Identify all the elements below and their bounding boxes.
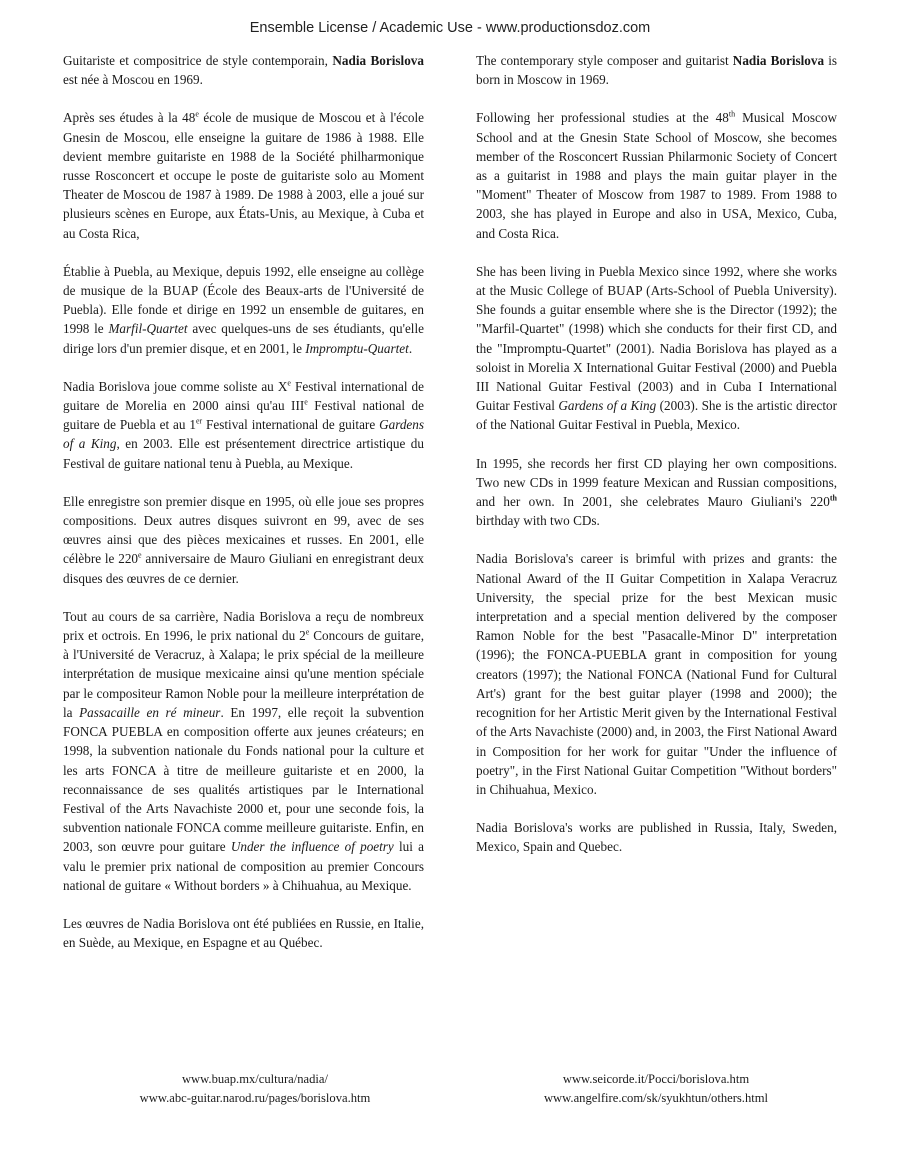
fr-p6-sup: e [305,627,310,637]
fr-p3-italic-1: Marfil-Quartet [108,321,188,337]
fr-p4-text: Nadia Borislova joue comme soliste au X [63,378,288,394]
en-p4-text-end: birthday with two CDs. [476,513,600,529]
link-buap[interactable]: www.buap.mx/cultura/nadia/ [181,1072,329,1086]
french-column [63,51,424,971]
link-angelfire[interactable]: www.angelfire.com/sk/syukhtun/others.html [543,1091,769,1105]
fr-p3-italic-2: Impromptu-Quartet [305,340,409,356]
fr-p6-text-end: lui a valu le premier prix national de composition au premier Concours national de guitare « Without borders » à Chihuahua, au Mexique. [63,839,425,893]
fr-p3-text: Établie à Puebla, au Mexique, depuis 1992, elle enseigne au collège de musique de la BUAP (École des Beaux-arts de l'Université de Puebla). Elle fonde et dirige en 1992 un ensemble de guitares, en 1998 le [63,263,424,337]
en-p4-sup: th [829,493,837,503]
fr-p5-text: Elle enregistre son premier disque en 1995, où elle joue ses propres compositions. Deux autres disques suivront en 99, avec de ses œuvres ainsi que des pièces mexicaines et russes. En 2001, elle célèbre le 220 [63,493,424,567]
fr-paragraph-1 [63,51,424,89]
en-p1-name: Nadia Borislova [732,53,825,68]
en-p2-sup: th [728,110,736,120]
fr-p4-italic: Gardens of a King [63,417,425,452]
en-paragraph-1 [476,51,837,89]
fr-p1-text-end: est née à Moscou en 1969. [63,72,203,88]
fr-p1-name: Nadia Borislova [332,53,424,68]
english-column [476,51,837,876]
en-p3-italic: Gardens of a King [558,398,657,414]
fr-paragraph-2 [63,108,424,242]
en-paragraph-3 [476,262,837,435]
link-seicorde[interactable]: www.seicorde.it/Pocci/borislova.htm [562,1072,750,1086]
fr-p6-text: Tout au cours de sa carrière, Nadia Borislova a reçu de nombreux prix et octrois. En 1996, le prix national du 2 [63,608,424,644]
fr-p4-text-end: , en 2003. Elle est présentement directrice artistique du Festival de guitare national tenu à Puebla, au Mexique. [63,436,424,471]
fr-paragraph-5 [63,492,424,588]
fr-paragraph-3 [63,262,424,358]
en-p4-text: In 1995, she records her first CD playing her own compositions. Two new CDs in 1999 feature Mexican and Russian compositions, and her own. In 2001, she celebrates Mauro Giuliani's 220 [476,455,837,510]
en-paragraph-6: Nadia Borislova's works are published in Russia, Italy, Sweden, Mexico, Spain and Quebec. [476,820,837,855]
fr-p2-text-end: école de musique de Moscou et à l'école Gnesin de Moscou, elle enseigne la guitare de 1986 à 1988. Elle devient membre guitariste en 1988 de la Société philharmonique russe Rosconcert et occupe le poste de guitariste solo au Moment Theater de Moscou de 1987 à 1989. De 1988 à 2003, elle a joué sur plusieurs scènes en Europe, aux États-Unis, au Mexique, à Cuba et au Costa Rica, [63,110,424,241]
french-links [40,1070,470,1108]
en-paragraph-2 [476,108,837,242]
fr-p4-text-c: Festival national de guitare de Puebla et au 1 [63,398,424,433]
fr-p6-italic-1: Passacaille en ré mineur [79,704,221,720]
en-p2-text-end: Musical Moscow School and at the Gnesin State School of Moscow, she becomes member of the Rosconcert Russian Philarmonic Society of Concert as a guitarist in 1988 and plays the main guitar player in the "Moment" Theater of Moscow from 1987 to 1989. From 1988 to 2003, she has played in Europe and also in USA, Mexico, Cuba, and Costa Rica. [476,110,837,241]
fr-paragraph-4 [63,377,424,473]
fr-p5-sup: e [138,551,142,561]
fr-p4-sup-1: e [287,378,291,388]
fr-p3-text-end: . [408,340,413,356]
en-p1-text-end: is born in Moscow in 1969. [476,53,837,88]
fr-paragraph-6 [63,607,424,895]
en-p1-text: The contemporary style composer and guitarist [476,53,733,68]
fr-paragraph-7: Les œuvres de Nadia Borislova ont été publiées en Russie, en Italie, en Suède, au Mexique, en Espagne et au Québec. [63,915,424,951]
en-paragraph-4 [476,454,837,531]
en-p3-text-end: (2003). She is the artistic director of the National Guitar Festival in Puebla, Mexico. [476,398,837,433]
fr-p2-text: Après ses études à la 48 [63,110,196,126]
page-header: Ensemble License / Academic Use - www.productionsdoz.com [249,20,651,36]
fr-p2-sup: e [195,110,199,120]
en-p3-text: She has been living in Puebla Mexico since 1992, where she works at the Music College of BUAP (Arts-School of Puebla University). She founds a guitar ensemble where she is the Director (1992); the "Marfil-Quartet" (1998) which she conducts for their first CD, and the "Impromptu-Quartet" (2001). Nadia Borislova has played as a soloist in Morelia X International Guitar Festival (2000) and Puebla III National Guitar Festival (2003) and in Cuba I International Guitar Festival [476,263,837,414]
en-p2-text: Following her professional studies at the 48 [476,110,729,126]
fr-p6-text-c: . En 1997, elle reçoit la subvention FONCA PUEBLA en composition offerte aux jeunes créateurs; en 1998, la subvention nationale du Fonds national pour la culture et les arts FONCA à titre de meilleure guitariste et en 2000, la reconnaissance de ses qualités artistiques par le International Festival of the Arts Navachiste 2000 et, pour une seconde fois, la subvention nationale FONCA comme meilleure guitariste. Enfin, en 2003, son œuvre pour guitare [63,704,424,855]
fr-p3-text-mid: avec quelques-uns de ses étudiants, qu'elle dirige lors d'un premier disque, et en 2001, le [63,321,424,356]
fr-p4-sup-2: e [304,397,308,407]
fr-p5-text-end: anniversaire de Mauro Giuliani en enregistrant deux disques des œuvres de ce dernier. [63,551,424,586]
fr-p6-italic-2: Under the influence of poetry [230,839,394,855]
fr-p1-text: Guitariste et compositrice de style contemporain, [63,53,333,68]
en-paragraph-5: Nadia Borislova's career is brimful with prizes and grants: the National Award of the II Guitar Competition in Xalapa Veracruz University, the special prize for the best Mexican music interpretation and a special mention delivered by the composer Ramon Noble for the best "Pasacalle-Minor D" interpretation (1996); the FONCA-PUEBLA grant in composition for young creators (1997); the National FONCA (National Fund for Cultural Art's) grant for the best guitar player (1998 and 2000); the recognition for her Artistic Merit given by the International Festival of the Arts Navachiste (2000) and, in 2003, the First National Award in Composition for her work for guitar "Under the influence of poetry", in the First National Guitar Competition "Without borders" in Chihuahua, Mexico. [476,551,838,797]
fr-p4-sup-3: er [195,416,203,426]
link-abc-guitar[interactable]: www.abc-guitar.narod.ru/pages/borislova.htm [139,1091,371,1105]
english-links [476,1070,836,1108]
fr-p4-text-d: Festival international de guitare [202,417,380,433]
fr-p4-text-b: Festival international de guitare de Morelia en 2000 ainsi qu'au III [63,378,424,414]
fr-p6-text-b: Concours de guitare, à l'Université de Veracruz, à Xalapa; le prix spécial de la meilleure interprétation de musique mexicaine ainsi qu'une mention spéciale par le compositeur Ramon Noble pour la meilleure interprétation de la [63,628,424,720]
